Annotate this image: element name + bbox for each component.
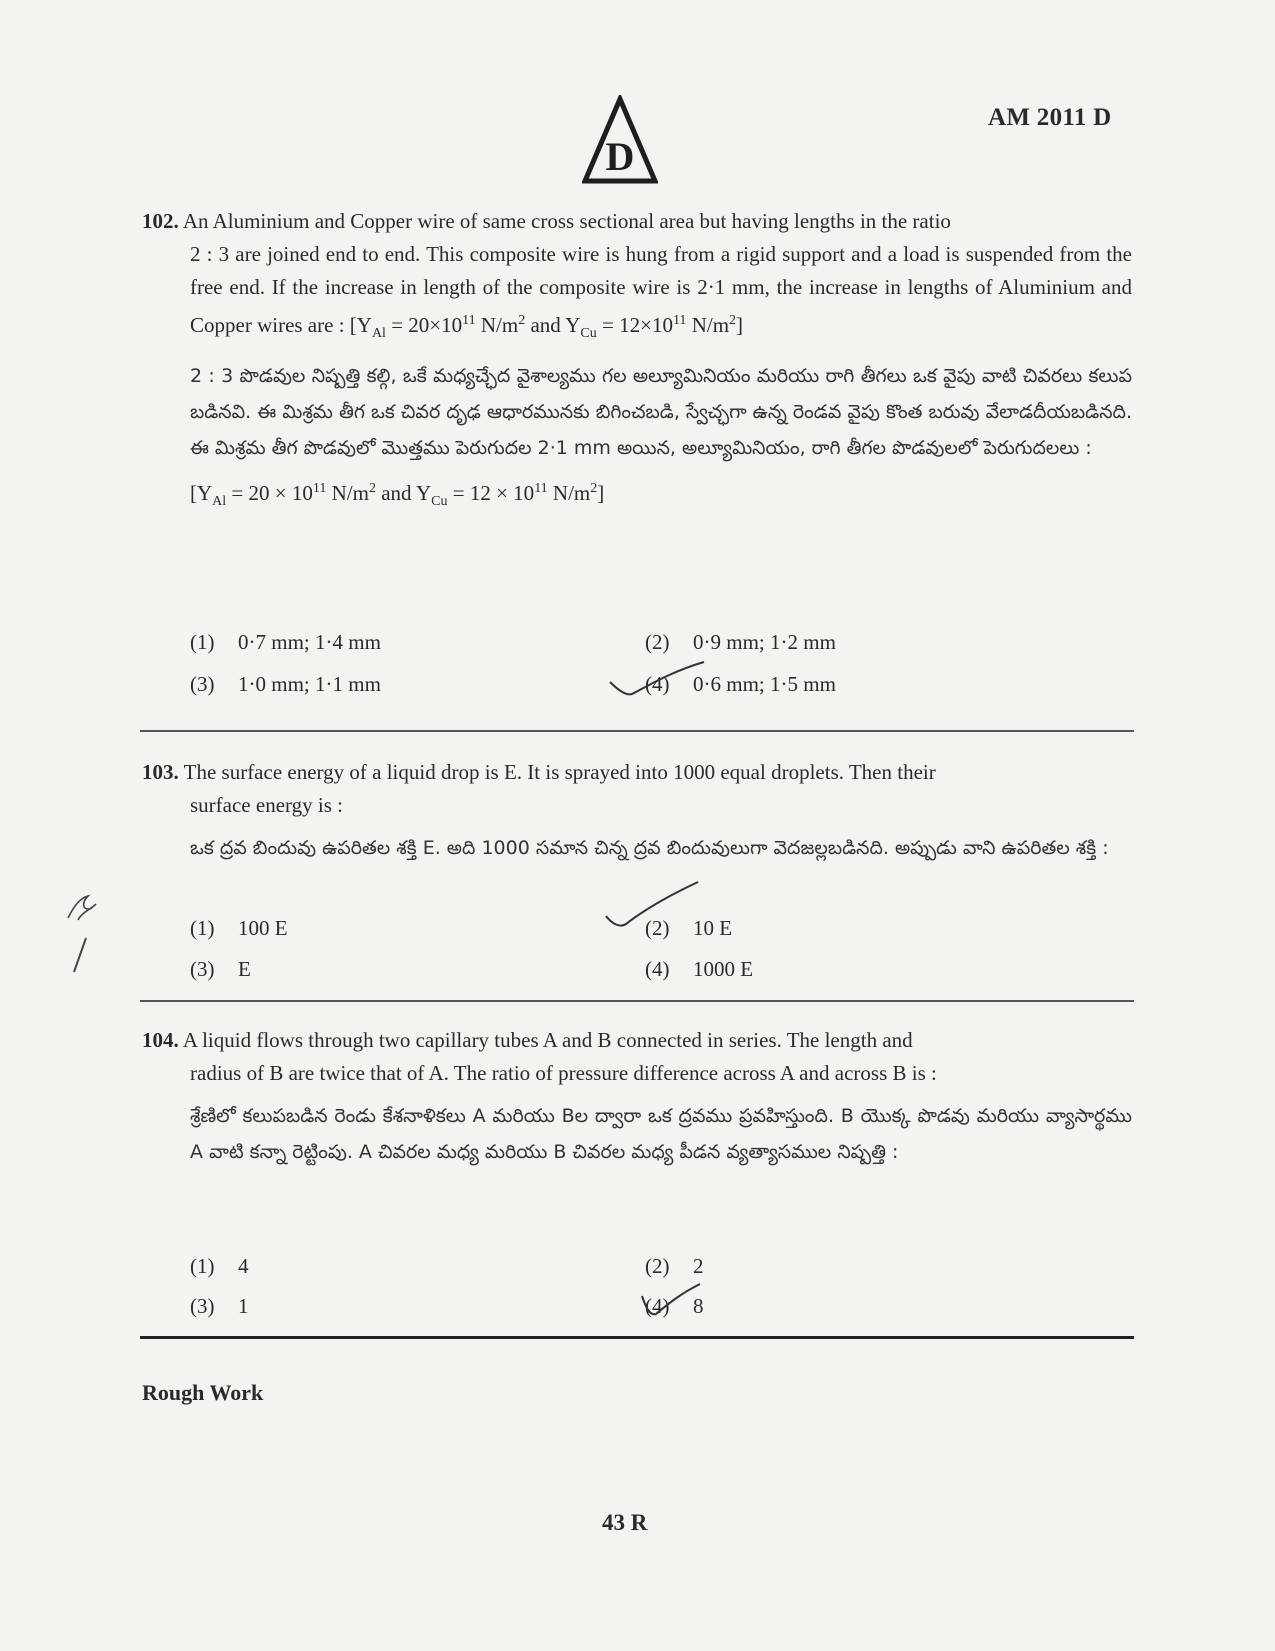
question-english: 104. A liquid flows through two capillary tubes A and B connected in series. The length and (142, 1028, 913, 1052)
section-end-rule (140, 1336, 1134, 1339)
question-103 (142, 756, 1132, 866)
divider (140, 730, 1134, 732)
answer-tick-mark (608, 660, 718, 710)
question-telugu: 2 : 3 పొడవుల నిష్పత్తి కల్గి, ఒకే మధ్యచ్ఛేద వైశాల్యము గల అల్యూమినియం మరియు రాగి తీగలు ఒక వైపు వాటి చివరలు కలుప బడినవి. ఈ మిశ్రమ తీగ ఒక చివర దృఢ ఆధారమునకు బిగించబడి, స్వేచ్ఛగా ఉన్న రెండవ వైపు కొంత బరువు వేలాడదీయబడినది. ఈ మిశ్రమ తీగ పొడవులో మొత్తము పెరుగుదల 2·1 mm అయిన, అల్యూమినియం, రాగి తీగల పొడవులలో పెరుగుదలలు : (190, 365, 1132, 459)
answer-tick-mark (640, 1280, 720, 1330)
option-4[interactable]: (4) 8 (645, 1294, 704, 1318)
question-telugu: ఒక ద్రవ బిందువు ఉపరితల శక్తి E. అది 1000 సమాన చిన్న ద్రవ బిందువులుగా వెదజల్లబడినది. అప్పుడు వాని ఉపరితల శక్తి : (190, 837, 1109, 859)
divider (140, 1000, 1134, 1002)
question-telugu: శ్రేణిలో కలుపబడిన రెండు కేశనాళికలు A మరియు Bల ద్వారా ఒక ద్రవము ప్రవహిస్తుంది. B యొక్క పొడవు మరియు వ్యాసార్థము A వాటి కన్నా రెట్టింపు. A చివరల మధ్య మరియు B చివరల మధ్య పీడన వ్యత్యాసముల నిష్పత్తి : (190, 1105, 1132, 1163)
answer-tick-mark (604, 880, 704, 940)
question-english: 103. The surface energy of a liquid drop is E. It is sprayed into 1000 equal droplets. Then their (142, 760, 936, 784)
set-triangle-logo (582, 95, 658, 185)
option-3[interactable]: (3) E (190, 957, 251, 981)
question-102 (142, 205, 1132, 518)
question-formula: [$Y_{Al} = 20 \times 10^{11}$ $N/m^2$ and $Y_{Cu} = 12 \times 10^{11}$ $N/m^2$] (190, 481, 605, 509)
question-number: 102. (142, 209, 179, 233)
margin-scribble (60, 890, 110, 980)
question-number: 104. (142, 1028, 179, 1052)
question-english-continued: surface energy is : (190, 793, 343, 817)
option-3[interactable]: (3) 1 (190, 1294, 249, 1318)
set-letter: D (605, 134, 635, 179)
question-english-continued: 2 : 3 are joined end to end. This composite wire is hung from a rigid support and a load is suspended from the free end. If the increase in length of the composite wire is 2·1 mm, the increase in lengths of Aluminium and Copper wires are : [$Y_{Al} = 20\times 10^{11}$ $N/m^2$ and $Y_{Cu} = 12\times 10^{11}$ $N/m^2$] (190, 242, 1132, 341)
option-2[interactable]: (2) 2 (645, 1254, 704, 1278)
question-number: 103. (142, 760, 179, 784)
question-104 (142, 1024, 1132, 1170)
page-number: 43 R (602, 1510, 648, 1535)
rough-work-label: Rough Work (142, 1380, 264, 1405)
paper-code: AM 2011 D (988, 104, 1112, 131)
option-2[interactable]: (2) 0·9 mm; 1·2 mm (645, 630, 836, 654)
option-1[interactable]: (1) 100 E (190, 916, 288, 940)
question-english-continued: radius of B are twice that of A. The ratio of pressure difference across A and across B is : (190, 1061, 937, 1085)
option-1[interactable]: (1) 4 (190, 1254, 249, 1278)
question-english: 102. An Aluminium and Copper wire of same cross sectional area but having lengths in the ratio (142, 209, 951, 233)
option-4[interactable]: (4) 1000 E (645, 957, 754, 981)
option-3[interactable]: (3) 1·0 mm; 1·1 mm (190, 672, 381, 696)
option-4[interactable]: (4) 0·6 mm; 1·5 mm (645, 672, 836, 696)
option-1[interactable]: (1) 0·7 mm; 1·4 mm (190, 630, 381, 654)
option-2[interactable]: (2) 10 E (645, 916, 733, 940)
